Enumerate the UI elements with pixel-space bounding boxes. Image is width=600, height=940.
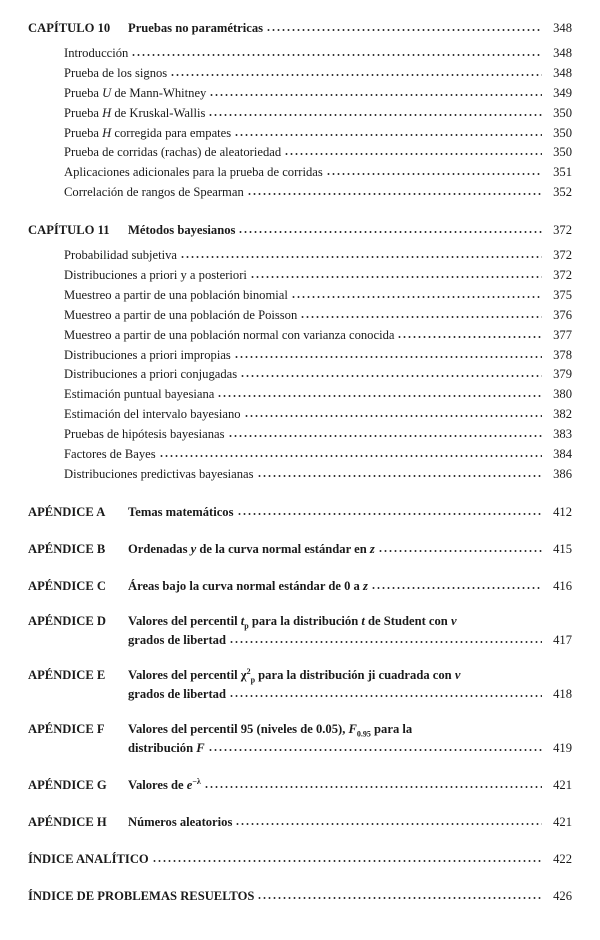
toc-entry[interactable] (28, 64, 572, 84)
toc-entry[interactable] (28, 385, 572, 405)
toc-section (28, 812, 572, 832)
text-segment: para la distribución (248, 613, 362, 628)
page-number: 421 (553, 777, 572, 792)
text-segment: U (102, 85, 112, 100)
toc-section (28, 775, 572, 795)
toc-section (28, 849, 572, 869)
text-segment: Introducción (64, 46, 129, 60)
section-label: APÉNDICE A (28, 504, 106, 519)
text-segment: de Mann-Whitney (111, 85, 207, 100)
text-segment: Valores del percentil χ (128, 667, 247, 682)
entry-title (64, 266, 247, 286)
text-segment: p (244, 621, 249, 631)
page-number: 350 (553, 125, 572, 140)
text-segment: p (250, 675, 256, 685)
dot-leader (257, 890, 542, 900)
dot-leader (240, 368, 542, 378)
section-title (128, 721, 412, 738)
text-segment: Distribuciones predictivas bayesianas (64, 466, 254, 481)
page-number: 350 (553, 105, 572, 120)
section-title (128, 775, 201, 795)
dot-leader (284, 146, 542, 156)
page-number: 418 (553, 686, 572, 701)
text-segment: corregida para empates (111, 125, 232, 140)
text-segment: t (240, 613, 245, 628)
entry-title (64, 405, 241, 425)
dot-leader (152, 853, 542, 863)
dot-leader (266, 22, 542, 32)
section-label: APÉNDICE B (28, 541, 106, 556)
text-segment: Correlación de rangos de Spearman (64, 185, 244, 200)
toc-section (28, 576, 572, 596)
toc-heading-link[interactable] (28, 738, 572, 758)
dot-leader (234, 349, 542, 359)
dot-leader (235, 816, 542, 826)
page-number: 384 (553, 447, 572, 462)
toc-entry[interactable] (28, 405, 572, 425)
entry-title (64, 286, 288, 306)
dot-leader (204, 779, 542, 789)
dot-leader (131, 47, 542, 57)
toc-heading-link[interactable] (28, 502, 572, 522)
entry-title (64, 465, 254, 485)
dot-leader (209, 87, 542, 97)
text-segment: Distribuciones a priori impropias (64, 347, 231, 362)
entry-title (64, 143, 281, 163)
dot-leader (326, 166, 542, 176)
entry-title (64, 84, 206, 104)
dot-leader (250, 269, 542, 279)
dot-leader (234, 127, 542, 137)
dot-leader (170, 67, 542, 77)
text-segment: Prueba (64, 125, 103, 140)
toc-entry[interactable] (28, 183, 572, 203)
text-segment: Aplicaciones adicionales para la prueba de corridas (64, 165, 323, 180)
text-segment: ν (450, 613, 457, 628)
text-segment: ν (454, 667, 461, 682)
text-segment: e (186, 777, 193, 792)
toc-entry[interactable] (28, 124, 572, 144)
toc-heading-link[interactable] (28, 220, 572, 240)
text-segment: de Kruskal-Wallis (111, 105, 206, 120)
dot-leader (371, 580, 542, 590)
entry-title (64, 365, 237, 385)
text-segment: distribución (128, 740, 197, 755)
page-number: 372 (553, 268, 572, 283)
toc-section (28, 721, 572, 758)
page-number: 348 (553, 65, 572, 80)
toc-section (28, 18, 572, 203)
page-number: 383 (553, 427, 572, 442)
section-title (128, 576, 368, 596)
toc-entry[interactable] (28, 44, 572, 64)
page-number: 377 (553, 327, 572, 342)
text-segment: F (196, 740, 205, 755)
text-segment: Ordenadas (128, 541, 191, 556)
dot-leader (238, 224, 542, 234)
toc-heading-link[interactable] (28, 613, 572, 630)
dot-leader (378, 543, 542, 553)
section-label: ÍNDICE DE PROBLEMAS RESUELTOS (28, 888, 255, 903)
toc-heading-link[interactable] (28, 18, 572, 38)
section-title (128, 502, 234, 522)
toc-entry[interactable] (28, 266, 572, 286)
entry-title (64, 385, 214, 405)
toc-section (28, 886, 572, 906)
section-label: APÉNDICE G (28, 777, 107, 792)
entry-title (64, 163, 323, 183)
toc-entry[interactable] (28, 306, 572, 326)
toc-section (28, 220, 572, 485)
toc-entry[interactable] (28, 425, 572, 445)
text-segment: grados de libertad (128, 632, 226, 647)
text-segment: Prueba (64, 105, 103, 120)
text-segment: −λ (192, 776, 201, 786)
dot-leader (208, 742, 542, 752)
section-title (128, 812, 232, 832)
dot-leader (229, 688, 542, 698)
page-number: 412 (553, 504, 572, 519)
toc-heading-link[interactable] (28, 721, 572, 738)
text-segment: 2 (246, 666, 251, 676)
text-segment: Prueba (64, 85, 103, 100)
dot-leader (247, 186, 542, 196)
text-segment: de la curva normal estándar en (196, 541, 370, 556)
toc-section (28, 613, 572, 650)
text-segment: Estimación del intervalo bayesiano (64, 407, 241, 422)
dot-leader (244, 408, 542, 418)
text-segment: Valores de (128, 777, 187, 792)
dot-leader (159, 448, 542, 458)
page-number: 349 (553, 85, 572, 100)
entry-title (64, 445, 156, 465)
text-segment: Áreas bajo la curva normal estándar de 0 a (128, 578, 363, 593)
entry-title (64, 425, 225, 445)
text-segment: H (102, 105, 112, 120)
dot-leader (180, 249, 542, 259)
dot-leader (300, 309, 542, 319)
toc-heading-link[interactable] (28, 849, 572, 869)
page-number: 348 (553, 46, 572, 60)
page-number: 372 (553, 248, 572, 263)
section-label: APÉNDICE F (28, 721, 105, 736)
text-segment: Pruebas de hipótesis bayesianas (64, 427, 225, 442)
text-segment: Prueba de corridas (rachas) de aleatoriedad (64, 145, 282, 160)
text-segment: Prueba de los signos (64, 65, 168, 80)
entry-title (64, 104, 205, 124)
toc-section (28, 502, 572, 522)
page-number: 426 (553, 888, 572, 903)
section-label: ÍNDICE ANALÍTICO (28, 851, 149, 866)
text-segment: para la distribución ji cuadrada con (255, 667, 455, 682)
text-segment: z (369, 541, 375, 556)
toc-heading-link[interactable] (28, 576, 572, 596)
page-number: 379 (553, 367, 572, 382)
section-title (128, 738, 205, 758)
text-segment: y (190, 541, 197, 556)
text-segment: Muestreo a partir de una población de Poisson (64, 307, 298, 322)
text-segment: grados de libertad (128, 686, 226, 701)
text-segment: Valores del percentil (128, 613, 241, 628)
entry-title (64, 346, 231, 366)
text-segment: t (361, 613, 365, 628)
page-number: 351 (553, 165, 572, 180)
dot-leader (237, 506, 542, 516)
toc-heading-link[interactable] (28, 812, 572, 832)
page-number: 348 (553, 21, 572, 35)
dot-leader (397, 329, 542, 339)
dot-leader (228, 428, 542, 438)
page-number: 380 (553, 387, 572, 402)
text-segment: Temas matemáticos (128, 504, 234, 519)
toc-heading-link[interactable] (28, 886, 572, 906)
entry-title (64, 306, 297, 326)
dot-leader (291, 289, 542, 299)
page-number: 421 (553, 814, 572, 829)
page-number: 416 (553, 578, 572, 593)
text-segment: H (102, 125, 112, 140)
toc-entry[interactable] (28, 104, 572, 124)
text-segment: F (348, 721, 357, 736)
toc-section (28, 667, 572, 704)
section-label: APÉNDICE C (28, 578, 107, 593)
toc-heading-link[interactable] (28, 539, 572, 559)
section-label: CAPÍTULO 10 (28, 21, 111, 35)
text-segment: Pruebas no paramétricas (128, 21, 264, 35)
toc-entry[interactable] (28, 365, 572, 385)
page-number: 417 (553, 632, 572, 647)
text-segment: Métodos bayesianos (128, 223, 236, 238)
section-title (128, 613, 457, 630)
text-segment: Probabilidad subjetiva (64, 248, 177, 263)
section-label: APÉNDICE E (28, 667, 106, 682)
text-segment: Factores de Bayes (64, 447, 156, 462)
toc-heading-link[interactable] (28, 684, 572, 704)
section-title (128, 18, 263, 38)
text-segment: Distribuciones a priori y a posteriori (64, 268, 247, 283)
page-number: 376 (553, 307, 572, 322)
toc-entry[interactable] (28, 445, 572, 465)
section-label: CAPÍTULO 11 (28, 223, 110, 238)
text-segment: Muestreo a partir de una población binomial (64, 287, 288, 302)
dot-leader (229, 634, 542, 644)
toc-entry[interactable] (28, 84, 572, 104)
section-label: APÉNDICE D (28, 613, 107, 628)
entry-title (64, 326, 394, 346)
toc-heading-link[interactable] (28, 667, 572, 684)
toc-entry[interactable] (28, 465, 572, 485)
section-title (128, 684, 226, 704)
entry-list (28, 246, 572, 485)
toc-entry[interactable] (28, 246, 572, 266)
toc-entry[interactable] (28, 346, 572, 366)
toc-section (28, 539, 572, 559)
section-title (128, 667, 460, 684)
page-number: 375 (553, 287, 572, 302)
text-segment: de Student con (364, 613, 451, 628)
page-number: 372 (553, 223, 572, 238)
page-number: 415 (553, 541, 572, 556)
dot-leader (257, 468, 542, 478)
page-number: 419 (553, 740, 572, 755)
toc-entry[interactable] (28, 326, 572, 346)
entry-title (64, 124, 231, 144)
text-segment: z (362, 578, 368, 593)
entry-title (64, 246, 177, 266)
toc-entry[interactable] (28, 163, 572, 183)
entry-title (64, 44, 128, 64)
section-title (128, 539, 375, 559)
dot-leader (208, 107, 542, 117)
entry-title (64, 183, 244, 203)
text-segment: Muestreo a partir de una población normal con varianza conocida (64, 327, 395, 342)
text-segment: para la (370, 721, 413, 736)
page-number: 386 (553, 466, 572, 481)
page-number: 382 (553, 407, 572, 422)
text-segment: Valores del percentil 95 (niveles de 0.05), (128, 721, 349, 736)
page-number: 352 (553, 185, 572, 200)
dot-leader (217, 388, 542, 398)
page-number: 422 (553, 851, 572, 866)
section-title (128, 630, 226, 650)
entry-title (64, 64, 167, 84)
section-title (128, 220, 235, 240)
page-number: 378 (553, 347, 572, 362)
text-segment: Estimación puntual bayesiana (64, 387, 215, 402)
text-segment: Números aleatorios (128, 814, 233, 829)
toc-entry[interactable] (28, 286, 572, 306)
entry-list (28, 44, 572, 203)
page-number: 350 (553, 145, 572, 160)
toc-entry[interactable] (28, 143, 572, 163)
text-segment: 0.95 (356, 729, 371, 739)
section-label: APÉNDICE H (28, 814, 107, 829)
table-of-contents (28, 18, 572, 906)
text-segment: Distribuciones a priori conjugadas (64, 367, 238, 382)
toc-heading-link[interactable] (28, 630, 572, 650)
toc-heading-link[interactable] (28, 775, 572, 795)
